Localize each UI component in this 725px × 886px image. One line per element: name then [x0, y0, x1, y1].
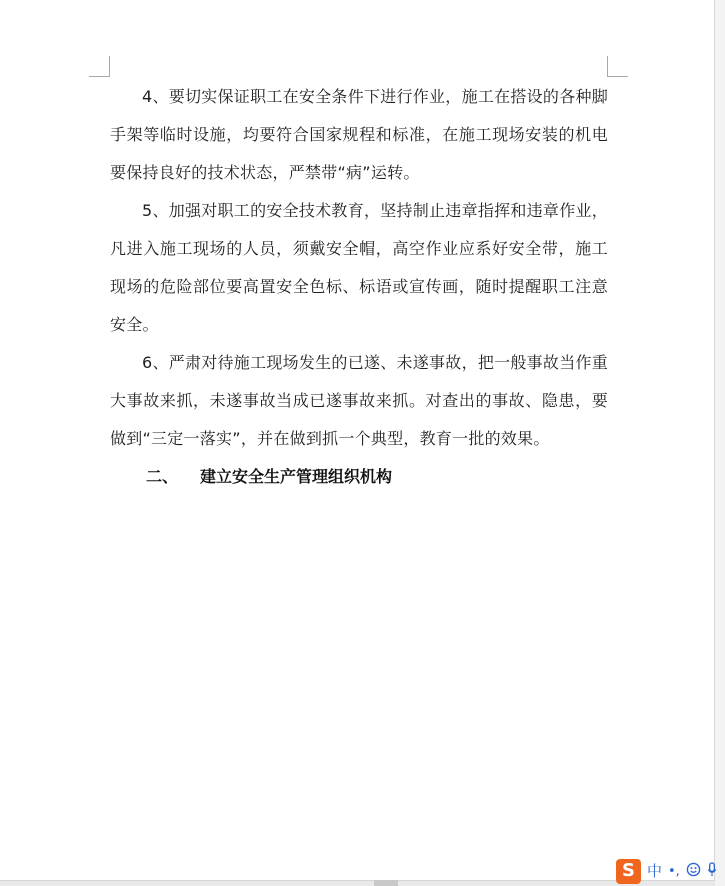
right-scroll-gutter[interactable] — [715, 0, 725, 886]
ime-punctuation-toggle[interactable]: •, — [668, 863, 680, 879]
horizontal-scroll-thumb[interactable] — [374, 880, 398, 886]
ime-toolbar[interactable] — [616, 856, 725, 886]
section-heading-text: 建立安全生产管理组织机构 — [200, 467, 393, 486]
section-heading[interactable] — [110, 458, 608, 496]
top-left-margin-marker — [89, 56, 110, 77]
sogou-logo-icon[interactable]: S — [616, 859, 641, 884]
section-heading-number: 二、 — [146, 467, 179, 486]
paragraph-4[interactable]: 4、要切实保证职工在安全条件下进行作业，施工在搭设的各种脚手架等临时设施，均要符合国家规程和标准，在施工现场安装的机电要保持良好的技术状态，严禁带“病”运转。 — [110, 87, 608, 182]
ime-mode-toggle[interactable]: 中 — [647, 861, 663, 880]
document-body[interactable] — [110, 78, 608, 496]
top-right-margin-marker — [607, 56, 628, 77]
smiley-icon[interactable] — [686, 862, 701, 880]
microphone-icon[interactable] — [707, 862, 717, 880]
paragraph-6[interactable]: 6、严肃对待施工现场发生的已遂、未遂事故，把一般事故当作重大事故来抓，未遂事故当成已遂事故来抓。对查出的事故、隐患，要做到“三定一落实”，并在做到抓一个典型，教育一批的效果。 — [110, 353, 608, 448]
paragraph-5[interactable]: 5、加强对职工的安全技术教育，坚持制止违章指挥和违章作业，凡进入施工现场的人员，须戴安全帽，高空作业应系好安全带，施工现场的危险部位要高置安全色标、标语或宣传画，随时提醒职工注意安全。 — [110, 201, 608, 334]
